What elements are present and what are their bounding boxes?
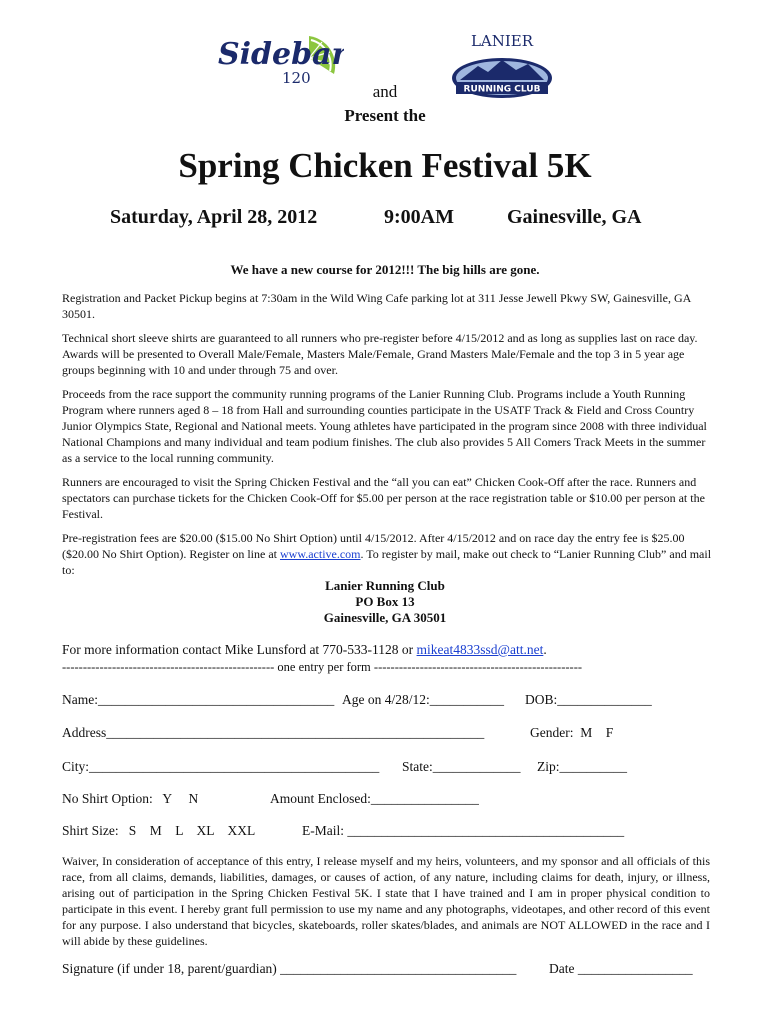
fees-text-1: Pre-registration fees are $20.00 ($15.00 No Shirt Option) until 4/15/2012. After 4/15/2012 and on race day the entry fee is $25.00 ($20.00 No Shirt Option). Register on line at — [62, 531, 685, 561]
city-field[interactable]: City:___________________________________________ — [62, 759, 380, 774]
lanier-logo-bottom: RUNNING CLUB — [463, 84, 541, 95]
lanier-logo-top: LANIER — [470, 32, 534, 50]
fees-text-2: . To register by mail, make out check to “Lanier Running Club” and mail to: — [62, 547, 712, 577]
age-field[interactable]: Age on 4/28/12:___________ — [342, 692, 504, 707]
event-location: Gainesville, GA — [507, 206, 642, 228]
address-box: PO Box 13 — [355, 594, 415, 609]
and-text: and — [372, 82, 398, 101]
mailing-address — [0, 578, 770, 626]
present-text: Present the — [344, 106, 426, 125]
zip-field[interactable]: Zip:__________ — [537, 759, 627, 774]
registration-paragraph: Registration and Packet Pickup begins at 7:30am in the Wild Wing Cafe parking lot at 311 Jesse Jewell Pkwy SW, Gainesville, GA 30501. — [62, 291, 691, 321]
address-city: Gainesville, GA 30501 — [323, 610, 447, 625]
state-field[interactable]: State:_____________ — [402, 759, 521, 774]
address-field[interactable]: Address________________________________________________________ — [62, 725, 485, 740]
email-field[interactable]: E-Mail: _________________________________________ — [302, 823, 625, 838]
date-field[interactable]: Date _________________ — [549, 961, 693, 976]
name-field[interactable]: Name:___________________________________ — [62, 692, 335, 707]
new-course-announcement: We have a new course for 2012!!! The big hills are gone. — [230, 262, 540, 277]
contact-end: . — [543, 642, 547, 657]
entry-separator: --------------------------------------------------- one entry per form -------------------------------------------------- — [62, 660, 583, 674]
contact-text: For more information contact Mike Lunsford at 770-533-1128 or — [62, 642, 417, 657]
signature-field[interactable]: Signature (if under 18, parent/guardian) ___________________________________ — [62, 961, 517, 976]
fees-paragraph — [62, 530, 712, 578]
event-title: Spring Chicken Festival 5K — [178, 146, 592, 185]
contact-email-link[interactable]: mikeat4833ssd@att.net — [416, 642, 544, 657]
contact-line — [62, 642, 547, 658]
amount-enclosed-field[interactable]: Amount Enclosed:________________ — [270, 791, 479, 806]
shirt-size-field[interactable]: Shirt Size: S M L XL XXL — [62, 823, 256, 838]
event-time: 9:00AM — [384, 206, 454, 228]
sidebar-120-logo — [214, 28, 344, 90]
gender-field[interactable]: Gender: M F — [530, 725, 614, 740]
dob-field[interactable]: DOB:______________ — [525, 692, 652, 707]
event-date: Saturday, April 28, 2012 — [110, 206, 318, 228]
active-com-link[interactable]: www.active.com — [279, 547, 361, 561]
sidebar-logo-number: 120 — [282, 69, 311, 87]
cookoff-paragraph: Runners are encouraged to visit the Spring Chicken Festival and the “all you can eat” Chicken Cook-Off after the race. Runners and spectators can purchase tickets for the Chicken Cook-Off for $5.00 per person at the race registration table or $10.00 per person at the Festival. — [62, 475, 705, 521]
no-shirt-option-field[interactable]: No Shirt Option: Y N — [62, 791, 199, 806]
shirts-awards-paragraph: Technical short sleeve shirts are guaranteed to all runners who pre-register before 4/15/2012 and as long as supplies last on race day. Awards will be presented to Overall Male/Female, Masters Male/Female, Grand Masters Male/Female and the top 3 in 5 year age groups beginning with 10 and under through 75 and over. — [62, 331, 698, 377]
proceeds-paragraph: Proceeds from the race support the community running programs of the Lanier Running Club. Programs include a Youth Running Program where runners aged 8 – 18 from Hall and surrounding counties participate in the USATF Track & Field and Cross Country Junior Olympics State, Regional and National meets. Young athletes have participated in the program since 2008 with three individual National Champions and many individual and team podium finishes. The club also provides 5 All Comers Track Meets in the summer as a service to the local running community. — [62, 387, 707, 465]
waiver-paragraph: Waiver, In consideration of acceptance of this entry, I release myself and my heirs, volunteers, and my sponsor and all officials of this race, from all claims, demands, liabilities, damages, or causes of action, of any nature, including claims for death, injury, or illness, arising out of participation in the Spring Chicken Festival 5K. I state that I have trained and I am in proper physical condition to participate in this event. I hereby grant full permission to use my name and any photographs, videotapes, and other record of this event for any purpose. I also understand that bicycles, skateboards, roller skates/blades, and animals are NOT ALLOWED in the race and I will abide by these guidelines. — [62, 854, 710, 948]
sidebar-logo-graphic — [214, 28, 344, 90]
address-name: Lanier Running Club — [325, 578, 445, 593]
sidebar-logo-word: Sidebar — [218, 37, 344, 72]
